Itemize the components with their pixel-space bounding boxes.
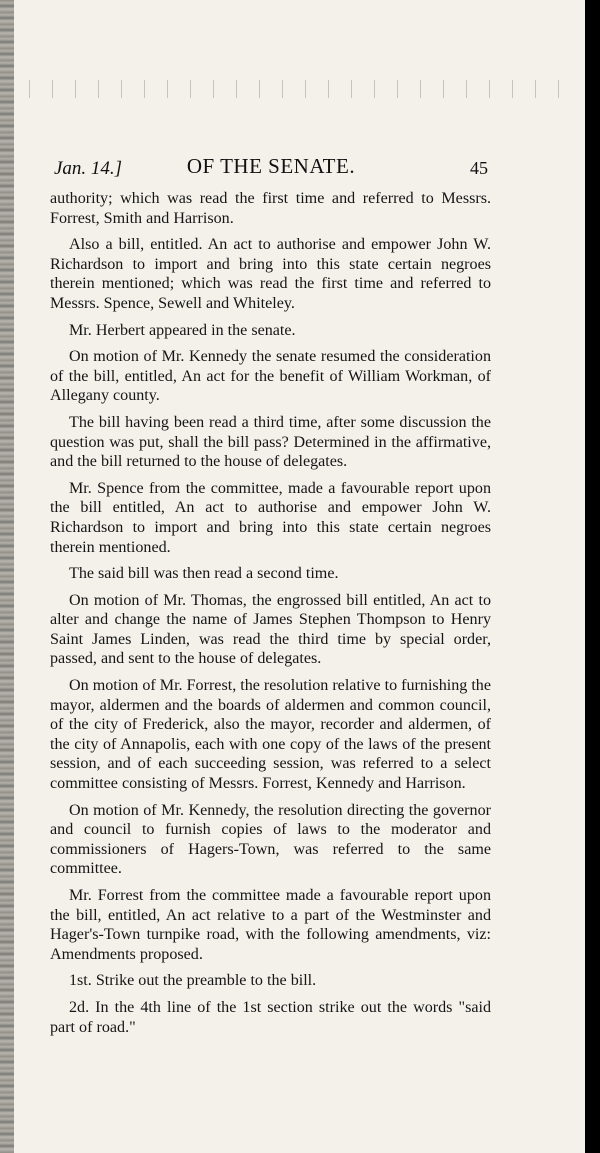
page-body <box>50 189 491 1044</box>
paragraph: authority; which was read the first time and referred to Messrs. Forrest, Smith and Harrison. <box>50 190 491 227</box>
running-header <box>54 152 488 180</box>
header-date: Jan. 14.] <box>54 158 123 179</box>
page-number: 45 <box>470 158 488 178</box>
paragraph: 2d. In the 4th line of the 1st section strike out the words "said part of road." <box>50 998 491 1036</box>
paragraph: On motion of Mr. Kennedy, the resolution directing the governor and council to furnish copies of laws to the moderator and commissioners of Hagers-Town, was referred to the same committee. <box>50 801 491 878</box>
paragraph: Mr. Spence from the committee, made a favourable report upon the bill entitled, An act to authorise and empower John W. Richardson to import and bring into this state certain negroes therein mentioned. <box>50 479 491 556</box>
paragraph: 1st. Strike out the preamble to the bill. <box>69 972 317 990</box>
paragraph: Mr. Herbert appeared in the senate. <box>69 321 296 339</box>
header-title: OF THE SENATE. <box>186 154 356 178</box>
paragraph: On motion of Mr. Thomas, the engrossed bill entitled, An act to alter and change the name of James Stephen Thompson to Henry Saint James Linden, was read the third time by special order, passed, and sent to the house of delegates. <box>50 591 491 668</box>
paragraph: Mr. Forrest from the committee made a favourable report upon the bill, entitled, An act relative to a part of the Westminster and Hager's-Town turnpike road, with the following amendments, viz: Amendments proposed. <box>50 887 491 963</box>
page-gutter-shadow <box>0 0 14 1153</box>
page-speckle <box>20 80 580 98</box>
paragraph: On motion of Mr. Kennedy the senate resumed the consideration of the bill, entitled, An act for the benefit of William Workman, of Allegany county. <box>50 348 491 405</box>
paragraph: On motion of Mr. Forrest, the resolution relative to furnishing the mayor, aldermen and the boards of aldermen and common council, of the city of Frederick, also the mayor, recorder and aldermen, of the city of Annapolis, each with one copy of the laws of the present session, and of each succeeding session, was referred to a select committee consisting of Messrs. Forrest, Kennedy and Harrison. <box>50 677 491 793</box>
paragraph: The said bill was then read a second time. <box>69 565 339 583</box>
paragraph: The bill having been read a third time, after some discussion the question was put, shall the bill pass? Determined in the affirmative, and the bill returned to the house of delegates. <box>50 413 491 471</box>
paragraph: Also a bill, entitled. An act to authorise and empower John W. Richardson to import and bring into this state certain negroes therein mentioned; which was read the first time and referred to Messrs. Spence, Sewell and Whiteley. <box>50 236 491 312</box>
